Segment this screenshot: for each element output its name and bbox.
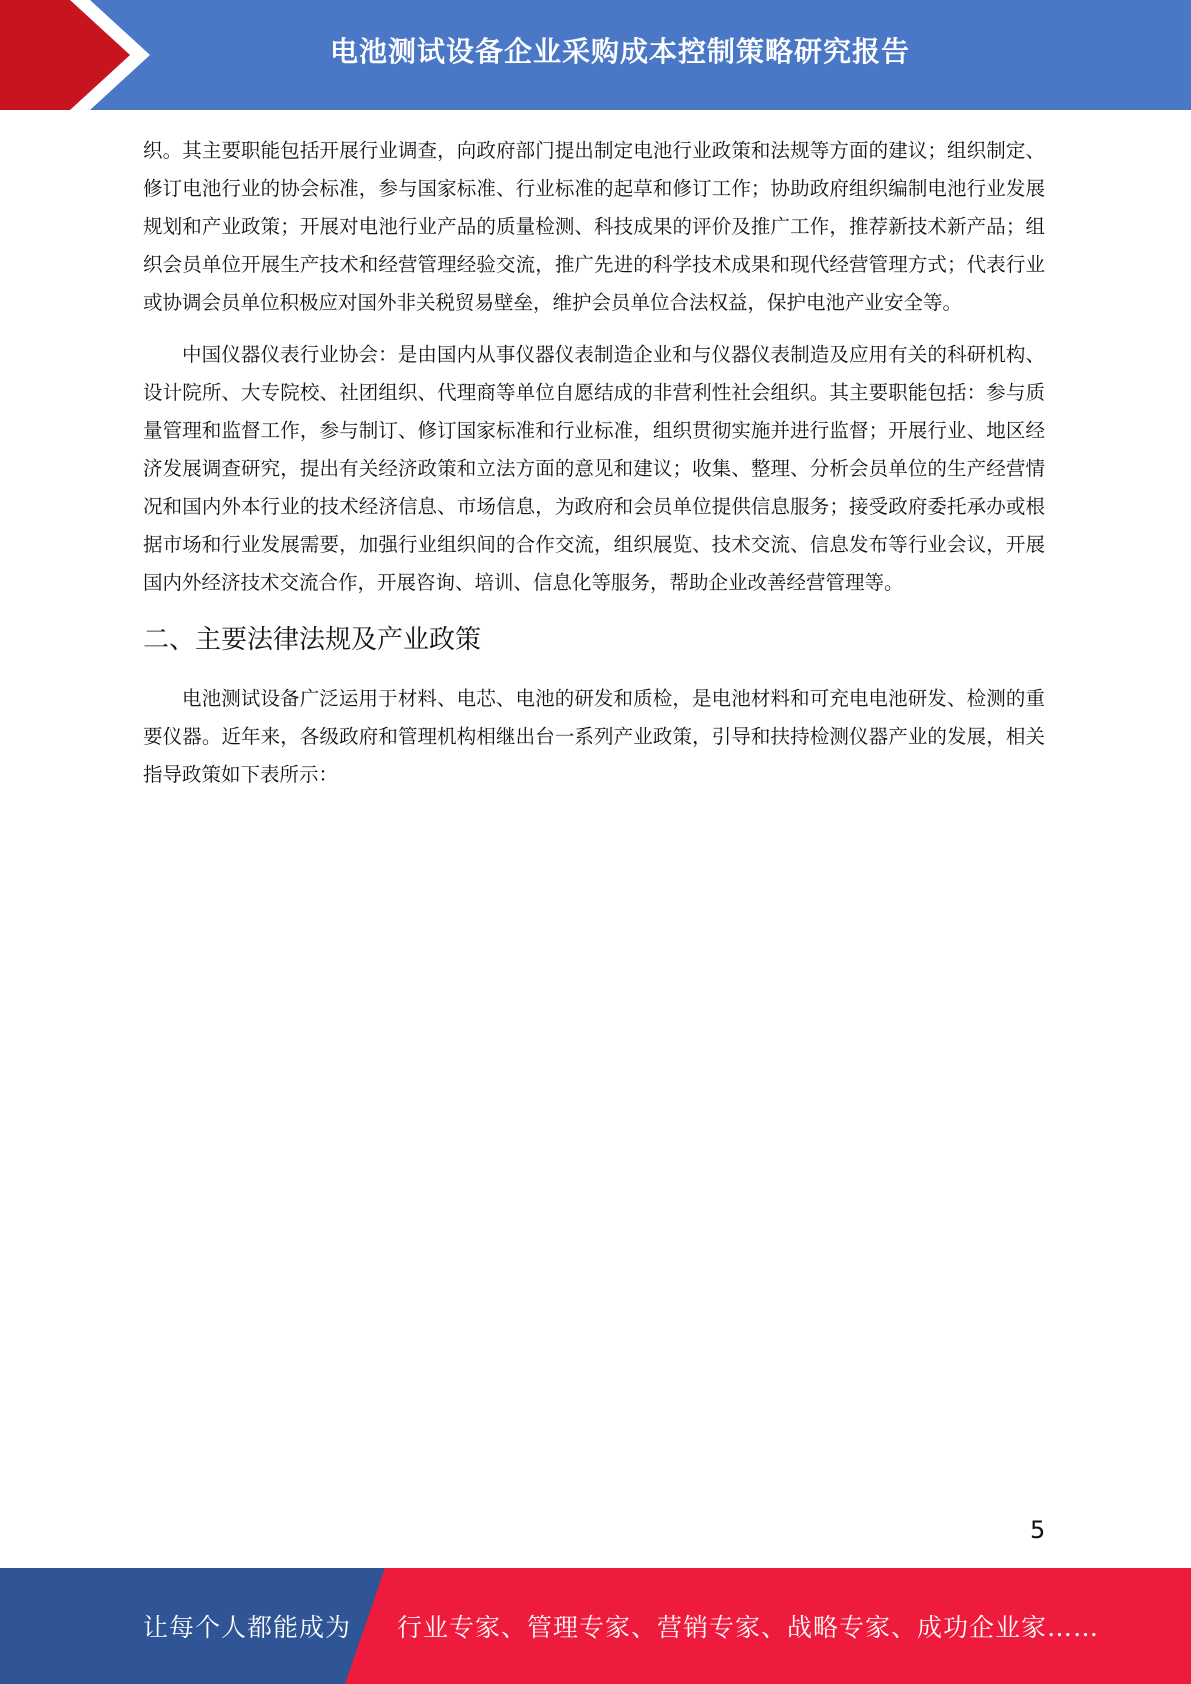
document-title: 电池测试设备企业采购成本控制策略研究报告	[329, 35, 910, 68]
footer-slogan-right: 行业专家、管理专家、营销专家、战略专家、成功企业家……	[397, 1613, 1100, 1642]
page-footer	[0, 1568, 1191, 1684]
page-header	[0, 0, 1191, 110]
body-paragraph: 中国仪器仪表行业协会：是由国内从事仪器仪表制造企业和与仪器仪表制造及应用有关的科研机构、设计院所、大专院校、社团组织、代理商等单位自愿结成的非营利性社会组织。其主要职能包括：参与质量管理和监督工作，参与制订、修订国家标准和行业标准，组织贯彻实施并进行监督；开展行业、地区经济发展调查研究，提出有关经济政策和立法方面的意见和建议；收集、整理、分析会员单位的生产经营情况和国内外本行业的技术经济信息、市场信息，为政府和会员单位提供信息服务；接受政府委托承办或根据市场和行业发展需要，加强行业组织间的合作交流，组织展览、技术交流、信息发布等行业会议，开展国内外经济技术交流合作，开展咨询、培训、信息化等服务，帮助企业改善经营管理等。	[143, 343, 1045, 594]
section-heading: 二、主要法律法规及产业政策	[143, 625, 482, 655]
page-number: 5	[1030, 1516, 1046, 1544]
footer-slogan-left: 让每个人都能成为	[143, 1613, 352, 1642]
page-content	[143, 132, 1045, 794]
body-paragraph: 织。其主要职能包括开展行业调查，向政府部门提出制定电池行业政策和法规等方面的建议；组织制定、修订电池行业的协会标准，参与国家标准、行业标准的起草和修订工作；协助政府组织编制电池行业发展规划和产业政策；开展对电池行业产品的质量检测、科技成果的评价及推广工作，推荐新技术新产品；组织会员单位开展生产技术和经营管理经验交流，推广先进的科学技术成果和现代经营管理方式；代表行业或协调会员单位积极应对国外非关税贸易壁垒，维护会员单位合法权益，保护电池产业安全等。	[143, 139, 1045, 314]
section-paragraph: 电池测试设备广泛运用于材料、电芯、电池的研发和质检，是电池材料和可充电电池研发、检测的重要仪器。近年来，各级政府和管理机构相继出台一系列产业政策，引导和扶持检测仪器产业的发展，相关指导政策如下表所示：	[143, 687, 1045, 786]
